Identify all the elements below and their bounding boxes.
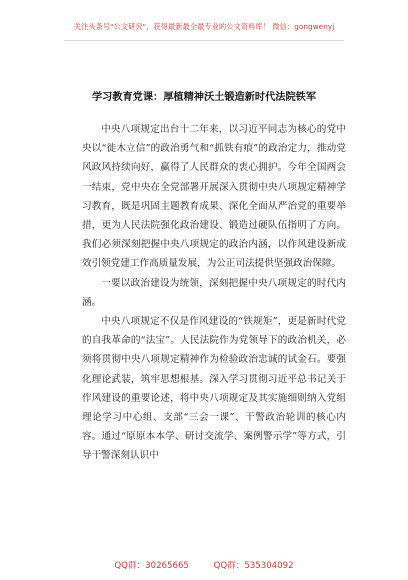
header-banner: 关注头条号"公文研究"，获得最新最全最专业的公文资料库！ 微信：gongwenyj [73,22,335,31]
footer-qq-group-1: QQ群：30265665 [114,561,189,571]
footer-contacts [0,559,408,571]
paragraph-1: 中央八项规定出台十二年来，以习近平同志为核心的党中央以“徙木立信”的政治勇气和“抓铁有痕”的政治定力，推动党风政风持续向好，赢得了人民群众的衷心拥护。今年全国两会一结束，党中央在全党部署开展深入贯彻中央八项规定精神学习教育，既是巩固主题教育成果、深化全面从严治党的重要举措，更为人民法院强化政治建设、锻造过硬队伍指明了方向。我们必须深刻把握中央八项规定的政治内涵，以作风建设新成效引领党建工作高质量发展，为公正司法提供坚强政治保障。 [82,124,346,270]
header-divider [64,40,344,41]
footer-qq-group-2: QQ群：535304092 [213,561,294,571]
document-body [82,120,346,466]
paragraph-2: 一要以政治建设为统领，深刻把握中央八项规定的时代内涵。 [82,277,346,308]
paragraph-3: 中央八项规定不仅是作风建设的“铁规矩”，更是新时代党的自我革命的“法宝”。人民法院作为党领导下的政治机关，必须将贯彻中央八项规定精神作为检验政治忠诚的试金石。要强化理论武装，筑牢思想根基。深入学习贯彻习近平总书记关于作风建设的重要论述，将中央八项规定及其实施细则纳入党组理论学习中心组、支部“三会一课”、干警政治轮训的核心内容。通过“原原本本学、研讨交流学、案例警示学”等方式，引导干警深刻认识中 [82,316,346,462]
document-title: 学习教育党课：厚植精神沃土锻造新时代法院铁军 [91,92,317,103]
